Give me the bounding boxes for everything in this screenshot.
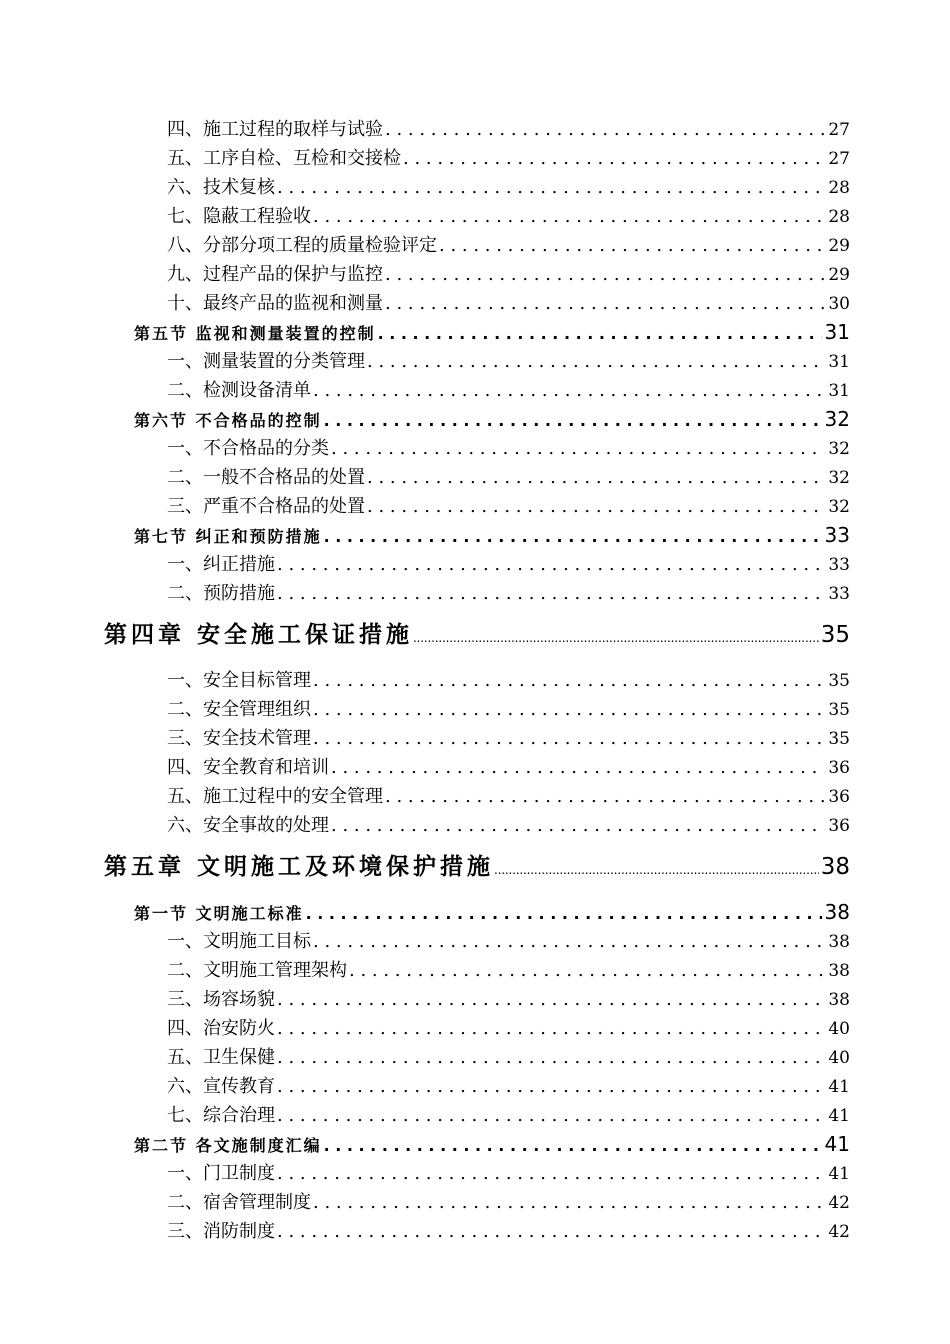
toc-item[interactable] <box>104 463 850 492</box>
toc-entry-title: 二、文明施工管理架构 <box>167 960 347 981</box>
dot-leader <box>277 1043 825 1072</box>
dot-leader <box>277 1072 825 1101</box>
toc-entry-title: 十、最终产品的监视和测量 <box>167 293 383 314</box>
toc-entry-title: 一、测量装置的分类管理 <box>167 351 365 372</box>
toc-entry-title: 第六节 不合格品的控制 <box>134 411 322 430</box>
toc-item[interactable] <box>104 1072 850 1101</box>
toc-page-number: 35 <box>820 622 850 648</box>
toc-entry-title: 八、分部分项工程的质量检验评定 <box>167 235 437 256</box>
toc-entry-title: 第五章 文明施工及环境保护措施 <box>104 854 495 880</box>
toc-entry-title: 六、安全事故的处理 <box>167 815 329 836</box>
toc-page-number: 38 <box>828 961 850 981</box>
dot-leader <box>331 434 825 463</box>
toc-entry-title: 二、一般不合格品的处置 <box>167 467 365 488</box>
toc-entry-title: 五、施工过程中的安全管理 <box>167 786 383 807</box>
dot-leader <box>313 1188 825 1217</box>
dot-leader <box>385 289 825 318</box>
toc-page-number: 29 <box>828 236 850 256</box>
toc-item[interactable] <box>104 376 850 405</box>
dot-leader <box>313 695 825 724</box>
toc-item[interactable] <box>104 1101 850 1130</box>
toc-entry-title: 第一节 文明施工标准 <box>134 904 304 923</box>
toc-page-number: 28 <box>828 207 850 227</box>
dot-leader <box>313 927 825 956</box>
toc-page-number: 36 <box>828 787 850 807</box>
toc-item[interactable] <box>104 695 850 724</box>
toc-entry-title: 三、严重不合格品的处置 <box>167 496 365 517</box>
toc-item[interactable] <box>104 260 850 289</box>
dot-leader <box>306 899 822 927</box>
toc-item[interactable] <box>104 492 850 521</box>
toc-page-number: 35 <box>828 671 850 691</box>
toc-entry-title: 六、技术复核 <box>167 177 275 198</box>
dot-leader <box>439 231 825 260</box>
toc-entry-title: 一、不合格品的分类 <box>167 438 329 459</box>
toc-section[interactable] <box>104 318 850 347</box>
dot-leader <box>277 985 825 1014</box>
toc-page-number: 42 <box>828 1222 850 1242</box>
toc-item[interactable] <box>104 115 850 144</box>
toc-item[interactable] <box>104 956 850 985</box>
toc-page-number: 35 <box>828 729 850 749</box>
dot-leader <box>331 811 825 840</box>
dot-leader <box>313 724 825 753</box>
dot-leader <box>313 666 825 695</box>
toc-page-number: 42 <box>828 1193 850 1213</box>
toc-entry-title: 六、宣传教育 <box>167 1076 275 1097</box>
toc-item[interactable] <box>104 811 850 840</box>
dot-leader <box>277 1159 825 1188</box>
toc-item[interactable] <box>104 434 850 463</box>
toc-entry-title: 二、宿舍管理制度 <box>167 1192 311 1213</box>
toc-page-number: 32 <box>828 468 850 488</box>
toc-section[interactable] <box>104 898 850 927</box>
toc-entry-title: 一、安全目标管理 <box>167 670 311 691</box>
toc-entry-title: 九、过程产品的保护与监控 <box>167 264 383 285</box>
toc-page-number: 30 <box>828 294 850 314</box>
toc-page-number: 41 <box>828 1106 850 1126</box>
toc-item[interactable] <box>104 927 850 956</box>
toc-entry-title: 第五节 监视和测量装置的控制 <box>134 324 376 343</box>
toc-item[interactable] <box>104 724 850 753</box>
dot-leader <box>313 202 825 231</box>
dot-leader <box>367 463 825 492</box>
toc-page-number: 32 <box>828 497 850 517</box>
toc-page-number: 41 <box>824 1132 850 1156</box>
dot-leader <box>324 406 822 434</box>
toc-entry-title: 七、综合治理 <box>167 1105 275 1126</box>
toc-item[interactable] <box>104 144 850 173</box>
toc-entry-title: 二、安全管理组织 <box>167 699 311 720</box>
table-of-contents <box>104 115 850 1246</box>
toc-section[interactable] <box>104 1130 850 1159</box>
toc-entry-title: 五、工序自检、互检和交接检 <box>167 148 401 169</box>
toc-item[interactable] <box>104 1188 850 1217</box>
toc-page-number: 38 <box>828 990 850 1010</box>
toc-entry-title: 一、文明施工目标 <box>167 931 311 952</box>
toc-chapter[interactable] <box>104 840 850 898</box>
toc-page-number: 31 <box>828 352 850 372</box>
toc-page-number: 33 <box>828 555 850 575</box>
toc-item[interactable] <box>104 1014 850 1043</box>
toc-section[interactable] <box>104 405 850 434</box>
toc-entry-title: 一、门卫制度 <box>167 1163 275 1184</box>
toc-page-number: 27 <box>828 149 850 169</box>
toc-entry-title: 三、场容场貌 <box>167 989 275 1010</box>
toc-entry-title: 第二节 各文施制度汇编 <box>134 1136 322 1155</box>
toc-entry-title: 三、安全技术管理 <box>167 728 311 749</box>
toc-page-number: 31 <box>828 381 850 401</box>
toc-section[interactable] <box>104 521 850 550</box>
dot-leader <box>385 115 825 144</box>
toc-item[interactable] <box>104 231 850 260</box>
toc-entry-title: 四、治安防火 <box>167 1018 275 1039</box>
toc-item[interactable] <box>104 347 850 376</box>
toc-page-number: 40 <box>828 1019 850 1039</box>
toc-item[interactable] <box>104 202 850 231</box>
toc-item[interactable] <box>104 782 850 811</box>
dot-leader <box>277 1101 825 1130</box>
toc-entry-title: 三、消防制度 <box>167 1221 275 1242</box>
dot-leader <box>277 1014 825 1043</box>
toc-page-number: 36 <box>828 758 850 778</box>
toc-page-number: 27 <box>828 120 850 140</box>
dot-leader <box>413 611 819 665</box>
dot-leader <box>378 319 822 347</box>
toc-entry-title: 四、施工过程的取样与试验 <box>167 119 383 140</box>
toc-item[interactable] <box>104 985 850 1014</box>
toc-page-number: 40 <box>828 1048 850 1068</box>
toc-entry-title: 第四章 安全施工保证措施 <box>104 622 414 648</box>
dot-leader <box>403 144 825 173</box>
dot-leader <box>277 173 825 202</box>
dot-leader <box>494 843 819 897</box>
toc-page-number: 33 <box>824 523 850 547</box>
toc-page-number: 29 <box>828 265 850 285</box>
dot-leader <box>385 782 825 811</box>
dot-leader <box>367 492 825 521</box>
toc-page-number: 38 <box>824 900 850 924</box>
toc-entry-title: 五、卫生保健 <box>167 1047 275 1068</box>
toc-entry-title: 四、安全教育和培训 <box>167 757 329 778</box>
toc-item[interactable] <box>104 666 850 695</box>
dot-leader <box>331 753 825 782</box>
toc-entry-title: 一、纠正措施 <box>167 554 275 575</box>
toc-item[interactable] <box>104 289 850 318</box>
toc-page-number: 41 <box>828 1164 850 1184</box>
toc-item[interactable] <box>104 1159 850 1188</box>
toc-entry-title: 第七节 纠正和预防措施 <box>134 527 322 546</box>
dot-leader <box>324 1131 822 1159</box>
toc-entry-title: 七、隐蔽工程验收 <box>167 206 311 227</box>
toc-page-number: 36 <box>828 816 850 836</box>
toc-item[interactable] <box>104 550 850 579</box>
toc-page-number: 31 <box>824 320 850 344</box>
toc-entry-title: 二、预防措施 <box>167 583 275 604</box>
toc-page-number: 32 <box>828 439 850 459</box>
dot-leader <box>313 376 825 405</box>
toc-chapter[interactable] <box>104 608 850 666</box>
dot-leader <box>385 260 825 289</box>
toc-page-number: 38 <box>828 932 850 952</box>
dot-leader <box>277 1217 825 1246</box>
dot-leader <box>277 550 825 579</box>
toc-page-number: 28 <box>828 178 850 198</box>
toc-entry-title: 二、检测设备清单 <box>167 380 311 401</box>
dot-leader <box>277 579 825 608</box>
toc-page-number: 38 <box>820 854 850 880</box>
toc-page-number: 41 <box>828 1077 850 1097</box>
toc-page-number: 32 <box>824 407 850 431</box>
toc-page-number: 35 <box>828 700 850 720</box>
toc-item[interactable] <box>104 579 850 608</box>
dot-leader <box>349 956 825 985</box>
toc-item[interactable] <box>104 753 850 782</box>
toc-item[interactable] <box>104 1217 850 1246</box>
dot-leader <box>324 522 822 550</box>
dot-leader <box>367 347 825 376</box>
toc-page-number: 33 <box>828 584 850 604</box>
toc-item[interactable] <box>104 173 850 202</box>
toc-item[interactable] <box>104 1043 850 1072</box>
